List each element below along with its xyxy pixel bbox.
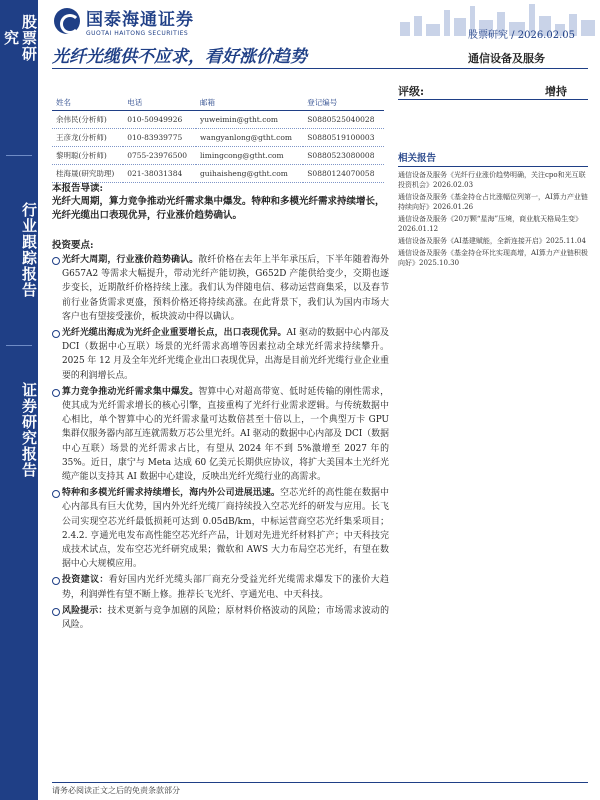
disclaimer-footer: 请务必阅读正文之后的免责条款部分	[52, 786, 180, 795]
list-item	[52, 326, 389, 383]
sidebar-label-securities-report: 证券研究报告	[20, 382, 38, 478]
point-lead: 投资建议：	[62, 575, 109, 586]
list-item	[52, 486, 389, 571]
point-lead: 算力竞争推动光纤需求集中爆发。	[62, 386, 199, 397]
report-guide-text: 光纤大周期，算力竞争推动光纤需求集中爆发。特种和多模光纤需求持续增长，光纤光缆出口表现优异，行业涨价趋势确认。	[52, 196, 385, 221]
analyst-name: 黎明聪(分析师)	[52, 147, 123, 165]
investment-points-list	[52, 253, 389, 634]
list-item	[52, 573, 389, 601]
analyst-email: yuweimin@gtht.com	[196, 111, 303, 129]
related-report-link[interactable]: 通信设备及服务《基金持仓环比实现高增，AI算力产业链积极向好》2025.10.30	[398, 249, 588, 267]
point-body: 看好国内光纤光缆头部厂商充分受益光纤光缆需求爆发下的涨价大趋势，利润弹性有望不断上修。推荐长飞光纤、亨通光电、中天科技。	[62, 575, 390, 600]
rating-divider	[398, 99, 588, 100]
analyst-phone: 010-83939775	[123, 129, 196, 147]
related-report-link[interactable]: 通信设备及服务《AI基建赋能，全新连接开启》2025.11.04	[398, 237, 586, 245]
point-body: 散纤价格在去年上半年承压后，下半年随着海外 G657A2 等需求大幅提升，带动光纤产能切换，G652D 产能供给变少，交期也逐步变长，近期散纤价格持续上涨。我们认为伴随电信、移动运营商集采，以及春节前行业备货需求更盛，预料价格还将持续高涨。在此背景下，我们认为国内市场大客户也有望接受涨价，板块波动中得以确认。	[62, 255, 390, 322]
related-report-link[interactable]: 通信设备及服务《20万颗“星海”压境，商业航天格局生变》2026.01.12	[398, 215, 583, 233]
analyst-email: guihaisheng@gtht.com	[196, 165, 303, 183]
point-lead: 特种和多模光纤需求持续增长，海内外公司进展迅速。	[62, 488, 281, 499]
table-header-row	[52, 95, 384, 111]
logo-mark-icon	[54, 8, 80, 34]
brand-logo	[54, 5, 194, 36]
analyst-registration: S0880525040028	[303, 111, 384, 129]
list-item	[52, 385, 389, 484]
column-header-registration: 登记编号	[303, 95, 384, 111]
point-body: 智算中心对超高带宽、低时延传输的刚性需求，使其成为光纤需求增长的核心引擎，直接重构了光纤行业需求逻辑。与传统数据中心相比，单个智算中心的光纤需求量可达数倍甚至十倍以上，一个典型万卡 GPU 集群仅服务器内部互连就需数万芯公里光纤。AI 驱动的数据中心内部及 DCI（数据中心互联）场景的光纤需求占比，有望从 2024 年不到 5%激增至 2027 年的 35%。近日，康宁与 Meta 达成 60 亿美元长期供应协议，将扩大美国本土光纤光缆产能以支持其 AI 数据中心建设，反映出光纤光缆行业的高需求。	[62, 386, 390, 483]
analyst-registration: S0880124070058	[303, 165, 384, 183]
rating-label: 评级:	[398, 85, 425, 98]
table-row	[52, 147, 384, 165]
related-report-link[interactable]: 通信设备及服务《基金持仓占比涨幅位列第一，AI算力产业链持续向好》2026.01.26	[398, 193, 588, 211]
analyst-phone: 021-38031384	[123, 165, 196, 183]
related-reports-panel	[398, 150, 588, 270]
analyst-email: wangyanlong@gtht.com	[196, 129, 303, 147]
column-header-phone: 电话	[123, 95, 196, 111]
title-divider	[52, 68, 588, 69]
related-reports-title: 相关报告	[398, 150, 588, 167]
sidebar-label-industry-tracking: 行业跟踪报告	[20, 202, 38, 298]
report-guide-heading: 本报告导读:	[52, 183, 104, 194]
report-title: 光纤光缆供不应求，看好涨价趋势	[52, 47, 307, 67]
sidebar-divider	[6, 155, 32, 156]
analyst-name: 王彦龙(分析师)	[52, 129, 123, 147]
point-body: 技术更新与竞争加剧的风险；原材料价格波动的风险；市场需求波动的风险。	[62, 605, 390, 631]
related-report-link[interactable]: 通信设备及服务《光纤行业涨价趋势明确，关注cpo和光互联投资机会》2026.02.03	[398, 171, 586, 189]
investment-points-heading: 投资要点:	[52, 240, 94, 251]
analyst-phone: 010-50949926	[123, 111, 196, 129]
analyst-name: 余伟民(分析师)	[52, 111, 123, 129]
point-body: 空芯光纤的高性能在数据中心内部具有巨大优势，国内外光纤光缆厂商持续投入空芯光纤的研发与应用。长飞公司实现空芯光纤最低损耗可达到 0.05dB/km，中标运营商空芯光纤集采项目；2.4.2. 亨通光电发布高性能空芯光纤产品，计划对先进光纤材料扩产；中天科技完成技术试点，发布空芯光纤研究成果；微软和 AWS 大力布局空芯光纤，有望在数据中心大规模应用。	[62, 488, 389, 570]
industry-name: 通信设备及服务	[468, 52, 545, 65]
list-item	[52, 253, 389, 324]
analyst-contact-table	[52, 95, 384, 183]
point-lead: 光纤光缆出海成为光纤企业重要增长点，出口表现优异。	[62, 328, 287, 339]
footer-divider	[52, 782, 588, 783]
point-lead: 光纤大周期，行业涨价趋势确认。	[62, 255, 199, 265]
logo-text-en: GUOTAI HAITONG SECURITIES	[86, 30, 189, 36]
rating-value: 增持	[545, 85, 567, 98]
analyst-email: limingcong@gtht.com	[196, 147, 303, 165]
column-header-email: 邮箱	[196, 95, 303, 111]
point-lead: 风险提示：	[62, 605, 108, 616]
list-item	[52, 604, 389, 632]
analyst-registration: S0880519100003	[303, 129, 384, 147]
analyst-registration: S0880523080008	[303, 147, 384, 165]
logo-text-cn: 国泰海通证券	[86, 10, 194, 30]
sidebar-label-stock-research: 股票研究	[2, 14, 38, 62]
sidebar	[0, 0, 38, 800]
table-row	[52, 111, 384, 129]
analyst-name: 桂海晟(研究助理)	[52, 165, 123, 183]
point-body: AI 驱动的数据中心内部及 DCI（数据中心互联）场景的光纤需求高增等因素拉动全球光纤需求持续攀升。2025 年 12 月及全年光纤光缆企业出口表现优异，出海是目前光纤光缆行业企业重要的利润增长点。	[62, 328, 389, 381]
analyst-phone: 0755-23976500	[123, 147, 196, 165]
report-category-date: 股票研究 / 2026.02.05	[468, 30, 575, 41]
sidebar-divider	[6, 345, 32, 346]
table-row	[52, 129, 384, 147]
column-header-name: 姓名	[52, 95, 123, 111]
